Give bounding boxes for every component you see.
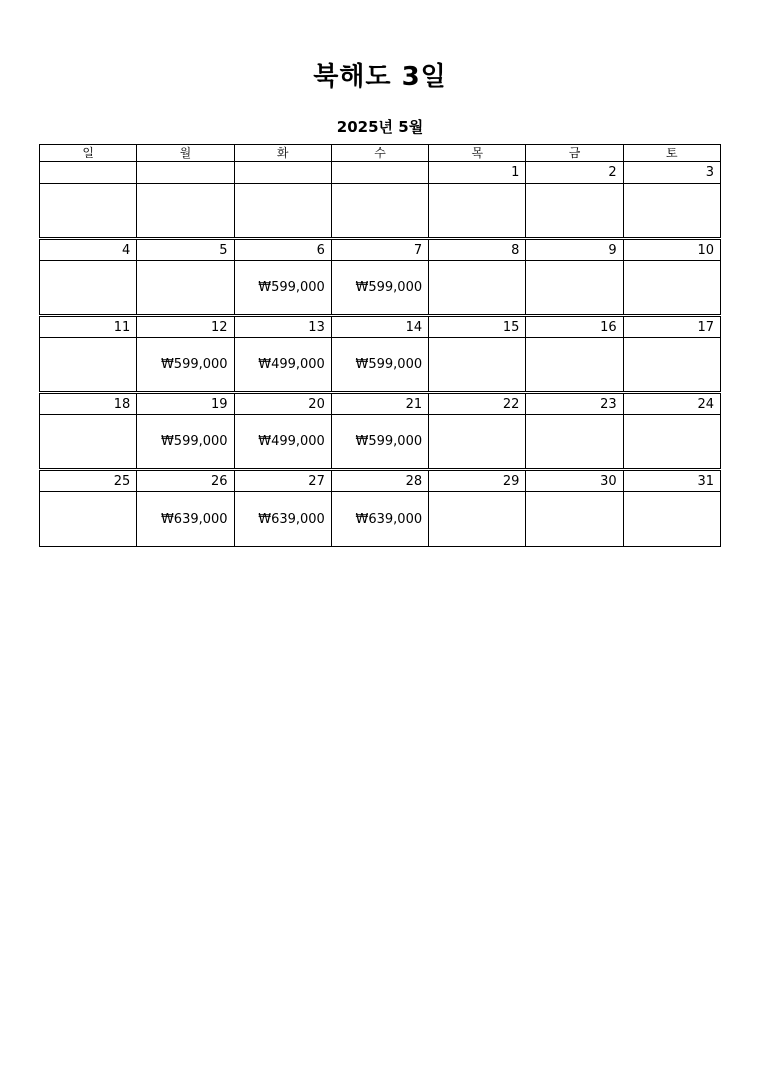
price-cell: [40, 492, 137, 547]
date-cell: 2: [526, 162, 623, 184]
price-cell: ₩599,000: [331, 415, 428, 470]
date-cell: 7: [331, 239, 428, 261]
weekday-header-tue: 화: [234, 145, 331, 162]
date-cell: [234, 162, 331, 184]
weekday-header-thu: 목: [429, 145, 526, 162]
price-cell: [40, 261, 137, 316]
weekday-header-wed: 수: [331, 145, 428, 162]
price-row: [40, 415, 721, 470]
date-cell: 26: [137, 470, 234, 492]
price-row: [40, 184, 721, 239]
price-cell: [137, 184, 234, 239]
weekday-header-fri: 금: [526, 145, 623, 162]
price-cell: [429, 415, 526, 470]
price-cell: [526, 415, 623, 470]
date-cell: 12: [137, 316, 234, 338]
date-cell: 23: [526, 393, 623, 415]
weekday-header-row: [40, 145, 721, 162]
price-cell: [623, 261, 720, 316]
price-cell: ₩599,000: [331, 261, 428, 316]
price-row: [40, 261, 721, 316]
date-cell: 25: [40, 470, 137, 492]
date-cell: 24: [623, 393, 720, 415]
date-cell: 14: [331, 316, 428, 338]
price-cell: [623, 415, 720, 470]
date-cell: 27: [234, 470, 331, 492]
price-cell: ₩639,000: [234, 492, 331, 547]
weekday-header-mon: 월: [137, 145, 234, 162]
date-cell: 6: [234, 239, 331, 261]
price-cell: ₩599,000: [137, 338, 234, 393]
date-cell: 3: [623, 162, 720, 184]
price-cell: [623, 338, 720, 393]
price-cell: [234, 184, 331, 239]
date-cell: 28: [331, 470, 428, 492]
weekday-header-sun: 일: [40, 145, 137, 162]
date-row: [40, 316, 721, 338]
date-cell: 5: [137, 239, 234, 261]
price-cell: ₩639,000: [137, 492, 234, 547]
price-cell: [623, 184, 720, 239]
date-cell: [40, 162, 137, 184]
price-calendar: [39, 144, 721, 547]
page-title: 북해도 3일: [313, 62, 447, 92]
date-cell: 16: [526, 316, 623, 338]
price-row: [40, 492, 721, 547]
date-cell: 4: [40, 239, 137, 261]
date-cell: 13: [234, 316, 331, 338]
date-cell: 19: [137, 393, 234, 415]
price-cell: [331, 184, 428, 239]
price-cell: [137, 261, 234, 316]
date-row: [40, 470, 721, 492]
date-cell: 31: [623, 470, 720, 492]
price-cell: [526, 261, 623, 316]
date-cell: 17: [623, 316, 720, 338]
price-cell: [40, 338, 137, 393]
date-row: [40, 162, 721, 184]
calendar-body: [40, 162, 721, 547]
price-cell: ₩599,000: [331, 338, 428, 393]
price-cell: [429, 338, 526, 393]
date-cell: [331, 162, 428, 184]
date-cell: 18: [40, 393, 137, 415]
price-cell: ₩639,000: [331, 492, 428, 547]
price-cell: ₩599,000: [137, 415, 234, 470]
price-cell: ₩499,000: [234, 415, 331, 470]
price-cell: [429, 184, 526, 239]
price-cell: [40, 184, 137, 239]
date-cell: 15: [429, 316, 526, 338]
date-row: [40, 239, 721, 261]
date-cell: 30: [526, 470, 623, 492]
price-cell: [526, 338, 623, 393]
date-cell: 11: [40, 316, 137, 338]
date-cell: 1: [429, 162, 526, 184]
price-cell: [623, 492, 720, 547]
date-cell: 9: [526, 239, 623, 261]
date-cell: 20: [234, 393, 331, 415]
date-row: [40, 393, 721, 415]
price-cell: ₩599,000: [234, 261, 331, 316]
date-cell: 8: [429, 239, 526, 261]
weekday-header-sat: 토: [623, 145, 720, 162]
price-cell: [429, 261, 526, 316]
price-cell: [526, 492, 623, 547]
date-cell: [137, 162, 234, 184]
date-cell: 10: [623, 239, 720, 261]
price-cell: [40, 415, 137, 470]
price-row: [40, 338, 721, 393]
date-cell: 22: [429, 393, 526, 415]
date-cell: 29: [429, 470, 526, 492]
price-cell: [429, 492, 526, 547]
price-cell: [526, 184, 623, 239]
price-cell: ₩499,000: [234, 338, 331, 393]
month-title: 2025년 5월: [336, 118, 424, 136]
date-cell: 21: [331, 393, 428, 415]
